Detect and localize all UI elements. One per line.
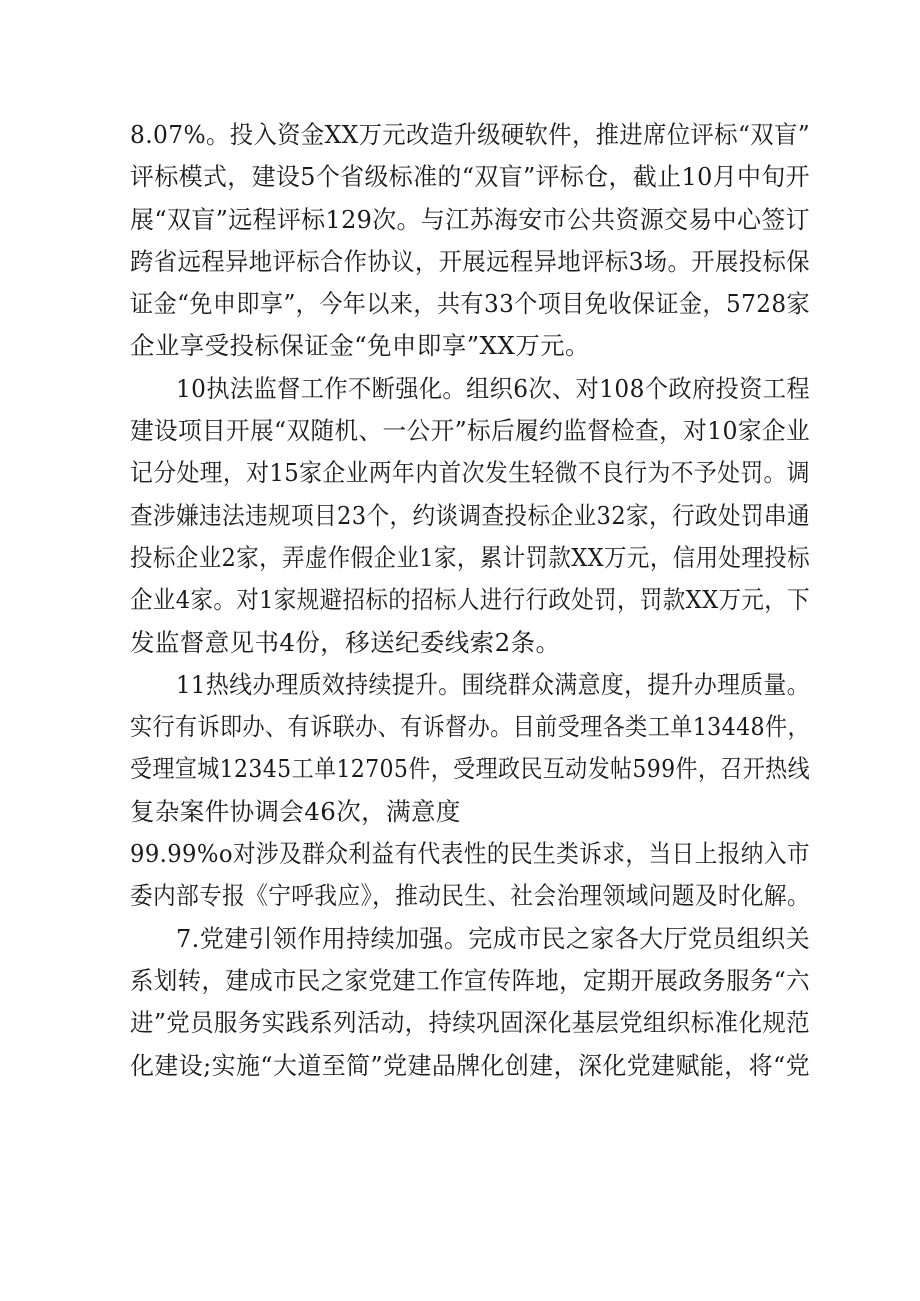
text-line: 7.党建引领作用持续加强。完成市民之家各大厅党员组织关 bbox=[176, 923, 810, 953]
text-line: 进”党员服务实践系列活动，持续巩固深化基层党组织标准化规范 bbox=[130, 1008, 810, 1038]
text-line: 评标模式，建设5个省级标准的“双盲”评标仓，截止10月中旬开 bbox=[130, 162, 810, 192]
text-line: 10执法监督工作不断强化。组织6次、对108个政府投资工程 bbox=[176, 373, 810, 403]
text-line: 展“双盲”远程评标129次。与江苏海安市公共资源交易中心签订 bbox=[130, 204, 810, 234]
text-line: 建设项目开展“双随机、一公开”标后履约监督检查，对10家企业 bbox=[130, 416, 810, 446]
text-line: 证金“免申即享”，今年以来，共有33个项目免收保证金，5728家 bbox=[130, 289, 810, 319]
text-line: 系划转，建成市民之家党建工作宣传阵地，定期开展政务服务“六 bbox=[130, 965, 810, 995]
text-line: 发监督意见书4份，移送纪委线索2条。 bbox=[130, 627, 561, 657]
document-body bbox=[130, 114, 810, 1087]
text-line: 委内部专报《宁呼我应》，推动民生、社会治理领域问题及时化解。 bbox=[130, 881, 810, 911]
text-line: 8.07%。投入资金XX万元改造升级硬软件，推进席位评标“双盲” bbox=[130, 120, 810, 149]
text-line: 企业享受投标保证金“免申即享”XX万元。 bbox=[130, 331, 590, 361]
text-line: 受理宣城12345工单12705件，受理政民互动发帖599件，召开热线 bbox=[130, 754, 810, 784]
text-line: 投标企业2家，弄虚作假企业1家，累计罚款XX万元，信用处理投标 bbox=[130, 542, 810, 572]
text-line: 化建设;实施“大道至简”党建品牌化创建，深化党建赋能，将“党 bbox=[130, 1050, 810, 1080]
text-line: 99.99%o对涉及群众利益有代表性的民生类诉求，当日上报纳入市 bbox=[130, 839, 810, 869]
text-line: 实行有诉即办、有诉联办、有诉督办。目前受理各类工单13448件， bbox=[130, 712, 810, 742]
text-line: 复杂案件协调会46次，满意度 bbox=[130, 796, 461, 826]
text-line: 11热线办理质效持续提升。围绕群众满意度，提升办理质量。 bbox=[176, 669, 810, 699]
text-line: 跨省远程异地评标合作协议，开展远程异地评标3场。开展投标保 bbox=[130, 246, 810, 276]
text-line: 记分处理，对15家企业两年内首次发生轻微不良行为不予处罚。调 bbox=[130, 458, 810, 488]
text-line: 查涉嫌违法违规项目23个，约谈调查投标企业32家，行政处罚串通 bbox=[130, 500, 810, 530]
text-line: 企业4家。对1家规避招标的招标人进行行政处罚，罚款XX万元，下 bbox=[130, 585, 810, 615]
